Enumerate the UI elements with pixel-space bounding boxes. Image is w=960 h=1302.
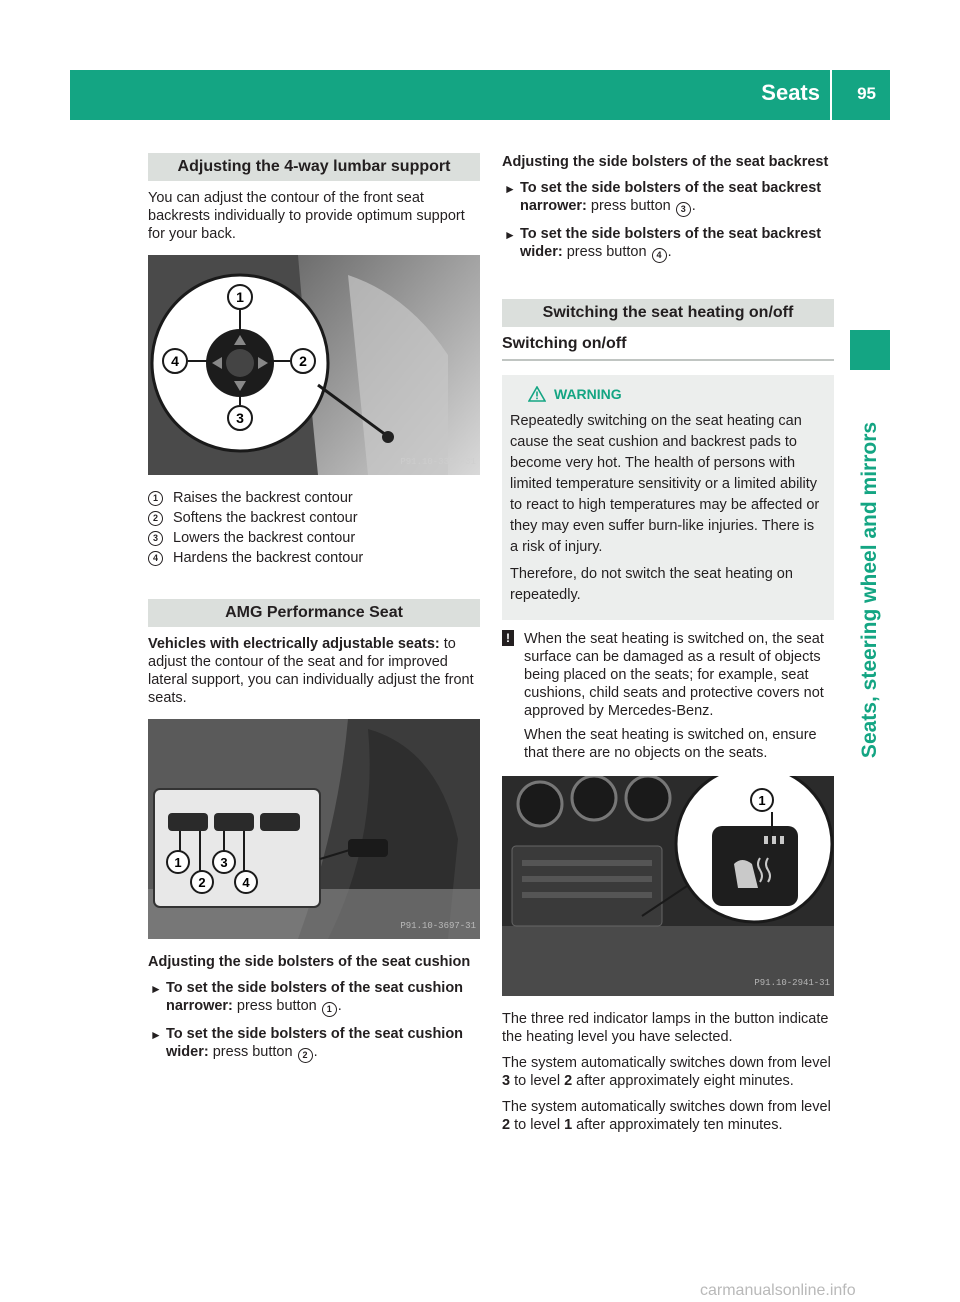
warning-title	[528, 385, 826, 403]
header-separator	[830, 70, 832, 120]
after-text-1: The three red indicator lamps in the button indicate the heating level you have selected.	[502, 1011, 829, 1045]
heating-subheading: Switching on/off	[502, 335, 834, 361]
header-bar	[70, 70, 890, 120]
warning-text: Repeatedly switching on the seat heating can cause the seat cushion and backrest pads to become very hot. The health of persons with limited temperature sensitivity or a limited ability to react to high temperatures may be affected or they may even suffer burn-like injuries. There is a risk of injury.	[510, 413, 820, 555]
legend-item	[148, 509, 480, 527]
backrest-heading: Adjusting the side bolsters of the seat backrest	[502, 154, 829, 170]
lumbar-callout-1: 1	[236, 289, 244, 305]
step-arrow-icon: ►	[504, 182, 516, 196]
legend-text: Hardens the backrest contour	[173, 550, 364, 566]
amg-callout-2: 2	[198, 875, 206, 890]
step-arrow-icon: ►	[150, 982, 162, 996]
side-tab-block	[850, 330, 890, 370]
after-text-3: The system automatically switches down from level 2 to level 1 after approximately ten minutes.	[502, 1099, 831, 1133]
lumbar-callout-3: 3	[236, 410, 244, 426]
step-arrow-icon: ►	[504, 228, 516, 242]
left-column	[148, 153, 480, 1071]
notice-text-1: When the seat heating is switched on, the seat surface can be damaged as a result of objects being placed on the seats; for example, seat cushions, child seats and protective covers not approved by Mercedes-Benz.	[524, 631, 824, 719]
lumbar-figure-code: P91.10-3350-31	[400, 457, 476, 467]
legend-item	[148, 489, 480, 507]
amg-callout-3: 3	[220, 855, 228, 870]
button-number: 4	[652, 248, 667, 263]
button-number: 2	[298, 1048, 313, 1063]
legend-item	[148, 529, 480, 547]
heating-figure-code: P91.10-2941-31	[754, 978, 830, 988]
warning-advice: Therefore, do not switch the seat heating on repeatedly.	[510, 566, 793, 603]
header-title: Seats	[761, 80, 820, 105]
amg-figure	[148, 719, 480, 939]
amg-heading: AMG Performance Seat	[148, 599, 480, 627]
page-number: 95	[857, 84, 876, 103]
footer-watermark: carmanualsonline.info	[700, 1282, 856, 1299]
legend-item	[148, 549, 480, 567]
amg-callout-1: 1	[174, 855, 182, 870]
exclamation-icon: !	[502, 630, 514, 646]
cushion-step-narrower: ► To set the side bolsters of the seat cushion narrower: press button 1 .	[148, 979, 480, 1017]
heating-callout-1: 1	[758, 793, 766, 808]
lumbar-callout-2: 2	[299, 353, 307, 369]
legend-number: 2	[148, 511, 163, 526]
legend-number: 1	[148, 491, 163, 506]
legend-text: Lowers the backrest contour	[173, 530, 356, 546]
after-text-2: The system automatically switches down from level 3 to level 2 after approximately eight minutes.	[502, 1055, 831, 1089]
backrest-step-narrower: ► To set the side bolsters of the seat backrest narrower: press button 3 .	[502, 179, 834, 217]
warning-label: WARNING	[554, 386, 622, 402]
button-number: 1	[322, 1002, 337, 1017]
legend-text: Raises the backrest contour	[173, 490, 353, 506]
notice-text-2: When the seat heating is switched on, ensure that there are no objects on the seats.	[524, 727, 817, 761]
amg-figure-code: P91.10-3697-31	[400, 921, 476, 931]
lumbar-heading: Adjusting the 4-way lumbar support	[148, 153, 480, 181]
amg-intro-text: to adjust the contour of the seat and for improved lateral support, you can individually adjust the front seats.	[148, 636, 474, 706]
warning-box	[502, 375, 834, 620]
step-arrow-icon: ►	[150, 1028, 162, 1042]
right-column	[502, 153, 834, 1142]
button-number: 3	[676, 202, 691, 217]
legend-number: 4	[148, 551, 163, 566]
lumbar-callout-4: 4	[171, 353, 179, 369]
side-chapter-text: Seats, steering wheel and mirrors	[858, 421, 881, 759]
amg-callout-4: 4	[242, 875, 250, 890]
amg-intro	[148, 635, 480, 707]
notice-body	[524, 630, 834, 768]
notice	[502, 630, 834, 768]
cushion-heading: Adjusting the side bolsters of the seat cushion	[148, 954, 471, 970]
warning-triangle-icon	[528, 386, 546, 402]
lumbar-figure	[148, 255, 480, 475]
lumbar-illustration	[148, 255, 480, 475]
cushion-step-wider: ► To set the side bolsters of the seat cushion wider: press button 2 .	[148, 1025, 480, 1063]
amg-seat-illustration	[148, 719, 480, 939]
amg-intro-bold: Vehicles with electrically adjustable seats:	[148, 636, 440, 652]
heating-figure	[502, 776, 834, 996]
seat-heating-illustration	[502, 776, 834, 996]
heating-heading: Switching the seat heating on/off	[502, 299, 834, 327]
lumbar-intro: You can adjust the contour of the front seat backrests individually to provide optimum support for your back.	[148, 190, 465, 242]
lumbar-legend	[148, 489, 480, 567]
legend-number: 3	[148, 531, 163, 546]
side-chapter-label	[830, 395, 910, 785]
legend-text: Softens the backrest contour	[173, 510, 358, 526]
backrest-step-wider: ► To set the side bolsters of the seat backrest wider: press button 4 .	[502, 225, 834, 263]
